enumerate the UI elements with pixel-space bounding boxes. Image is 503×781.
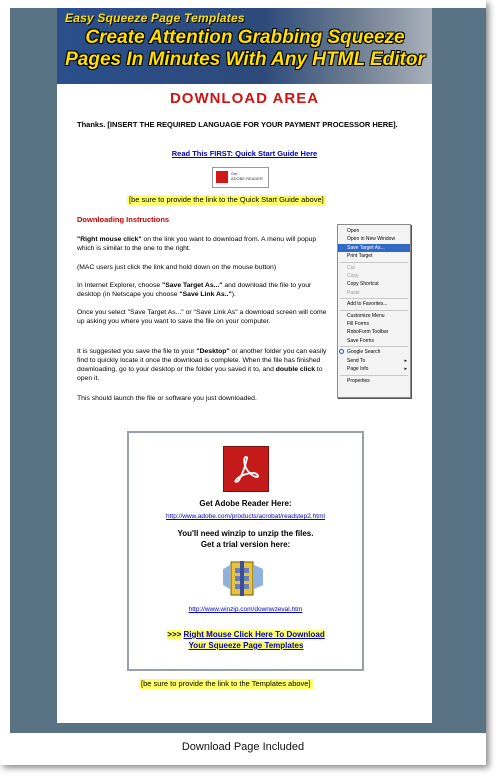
instruction-para-5 bbox=[77, 347, 332, 383]
instruction-para-6: This should launch the file or software you just downloaded. bbox=[77, 395, 257, 402]
get-adobe-reader-badge[interactable] bbox=[212, 167, 269, 188]
resources-box bbox=[127, 431, 364, 671]
instruction-para-4: Once you select "Save Target As..." or "Save Link As" a download screen will come up asking you where you want to save the file on your computer. bbox=[77, 309, 327, 325]
menu-item-google-search[interactable] bbox=[338, 348, 410, 356]
para5-b: "Desktop" bbox=[196, 348, 230, 355]
download-templates-cta bbox=[151, 629, 341, 651]
winzip-heading-line1: You'll need winzip to unzip the files. bbox=[177, 529, 314, 538]
para3-b: "Save Target As..." bbox=[162, 282, 223, 289]
cta-line1 bbox=[151, 629, 341, 640]
para5-a: It is suggested you save the file to your bbox=[77, 348, 197, 355]
instruction-para-2: (MAC users just click the link and hold down on the mouse button) bbox=[77, 264, 277, 271]
menu-item-cut: Cut bbox=[347, 264, 355, 271]
instruction-para-3 bbox=[77, 281, 332, 299]
menu-item-roboform-toolbar[interactable]: RoboForm Toolbar bbox=[347, 329, 389, 336]
page-title: DOWNLOAD AREA bbox=[169, 90, 320, 107]
badge-label: ADOBE READER bbox=[231, 176, 263, 181]
para1-bold: "Right mouse click" bbox=[77, 236, 142, 243]
menu-separator bbox=[340, 310, 408, 311]
winzip-icon[interactable] bbox=[221, 559, 265, 599]
para3-d: "Save Link As.." bbox=[179, 291, 232, 298]
header-big-title-line1: Create Attention Grabbing Squeeze bbox=[85, 27, 405, 48]
content-panel bbox=[57, 84, 432, 723]
header-banner bbox=[57, 8, 432, 84]
winzip-heading-line2: Get a trial version here: bbox=[200, 540, 291, 549]
google-icon bbox=[339, 349, 344, 354]
submenu-arrow-icon: ▸ bbox=[404, 357, 407, 364]
para3-e: ). bbox=[231, 291, 236, 298]
menu-item-properties[interactable]: Properties bbox=[347, 377, 370, 384]
cta-line2 bbox=[151, 640, 341, 651]
para3-c: and download the file to your desktop (in Netscape you choose bbox=[77, 282, 312, 298]
menu-item-copy: Copy bbox=[347, 273, 359, 280]
quick-start-note: [be sure to provide the link to the Quick Start Guide above] bbox=[129, 195, 324, 204]
instruction-para-1 bbox=[77, 235, 332, 253]
menu-item-paste: Paste bbox=[347, 289, 360, 296]
cta-prefix: >>> bbox=[167, 630, 182, 639]
cta-link-line1[interactable]: Right Mouse Click Here To Download bbox=[183, 630, 325, 639]
adobe-link[interactable]: http://www.adobe.com/products/acrobat/readstep2.html bbox=[166, 513, 325, 520]
menu-item-fill-forms[interactable]: Fill Forms bbox=[347, 321, 369, 328]
menu-item-send-to[interactable] bbox=[338, 357, 410, 365]
winzip-graphic-icon bbox=[221, 559, 265, 599]
menu-item-send-to-label: Send To bbox=[347, 357, 366, 364]
header-small-title: Easy Squeeze Page Templates bbox=[65, 11, 245, 25]
menu-separator bbox=[340, 298, 408, 299]
para5-c: or another folder you can easily find to quickly locate it once the download is complete. When the file has finished downloading, go to your desktop or the folder you saved it to, and bbox=[77, 348, 327, 373]
menu-separator bbox=[340, 375, 408, 376]
menu-item-copy-shortcut[interactable]: Copy Shortcut bbox=[347, 281, 379, 288]
acrobat-symbol-icon bbox=[233, 455, 259, 483]
menu-separator bbox=[340, 346, 408, 347]
image-caption: Download Page Included bbox=[181, 741, 305, 753]
menu-item-open[interactable]: Open bbox=[347, 228, 360, 234]
header-big-title-line2: Pages In Minutes With Any HTML Editor bbox=[65, 49, 425, 70]
menu-item-save-target-as[interactable]: Save Target As... bbox=[338, 244, 410, 252]
menu-item-save-forms[interactable]: Save Forms bbox=[347, 337, 374, 344]
adobe-pdf-icon[interactable] bbox=[223, 446, 269, 492]
submenu-arrow-icon: ▸ bbox=[404, 366, 407, 373]
para1-rest: on the link you want to download from. A menu will popup which is similar to the one to the right. bbox=[77, 236, 317, 252]
badge-text bbox=[231, 171, 263, 181]
menu-item-open-new-window[interactable]: Open in New Window bbox=[347, 236, 396, 243]
header-big-title bbox=[59, 27, 431, 71]
cta-link-line2[interactable]: Your Squeeze Page Templates bbox=[188, 641, 304, 650]
winzip-link[interactable]: http://www.winzip.com/downwzeval.htm bbox=[188, 606, 303, 613]
adobe-reader-icon bbox=[216, 171, 228, 183]
thanks-text: Thanks. [INSERT THE REQUIRED LANGUAGE FOR YOUR PAYMENT PROCESSOR HERE]. bbox=[77, 120, 398, 129]
menu-item-print-target[interactable]: Print Target bbox=[347, 253, 373, 260]
context-menu bbox=[337, 224, 411, 398]
menu-item-add-to-favorites[interactable]: Add to Favorites... bbox=[347, 301, 388, 308]
menu-item-google-search-label: Google Search bbox=[347, 349, 381, 356]
para3-a: In Internet Explorer, choose bbox=[77, 282, 163, 289]
menu-item-page-info[interactable] bbox=[338, 365, 410, 373]
quick-start-link[interactable]: Read This FIRST: Quick Start Guide Here bbox=[171, 149, 318, 158]
menu-separator bbox=[340, 262, 408, 263]
para5-e: to open it. bbox=[77, 366, 323, 382]
menu-item-page-info-label: Page Info bbox=[347, 366, 369, 373]
adobe-heading: Get Adobe Reader Here: bbox=[199, 499, 292, 508]
templates-note: [be sure to provide the link to the Templates above] bbox=[141, 679, 311, 688]
para5-d: double click bbox=[275, 366, 316, 373]
menu-item-customize-menu[interactable]: Customize Menu bbox=[347, 312, 385, 319]
badge-small-text: Get bbox=[231, 171, 238, 176]
instructions-heading: Downloading Instructions bbox=[77, 215, 170, 224]
